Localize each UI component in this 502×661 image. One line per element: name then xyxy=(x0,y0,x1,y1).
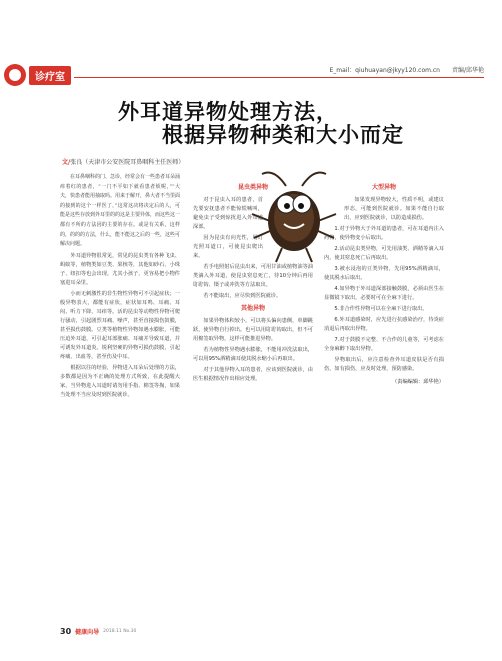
intro-paragraph: 在耳鼻咽科的门、急诊，经常会有一些患者耳朵涌痒着红的患者，“一门不平如下就看患者烦呢，”“大夫，快患者能用抽取吗。用来于解开，鼻大者不当里面的接到的这个一样医了，”这常这决将决定后的人，可能是这些存放到外耳里的的这是主要异体，而这些这一都有不所的方法因的主要的存在。或是有关系，这样的，的的的方法，什么，能不能这之后的一些，这些可解决问题。 xyxy=(60,174,181,248)
magazine-brand: 健康向导 xyxy=(75,629,100,636)
body-paragraph: 如果发现异物较大，性质不明，或建议形态，可能到医院就诊。如果不能自行取出，应到医院就诊，以防造成损伤。 xyxy=(344,197,444,221)
body-paragraph: 7.对于鼓膜不完整、不合作的儿童等，可考虑在全身麻醉下取出异物。 xyxy=(324,337,444,352)
article-title-line2: 根据异物种类和大小而定 xyxy=(162,122,404,147)
issue-info: 2018.11 No.30 xyxy=(103,629,137,634)
body-paragraph: 小而无刺激性的非生物性异物可不引起症状；一般异物表大，都能有症状，症状如耳鸣、耳痛、耳闷、听力下降、耳痒等。活的昆虫等动物性异物可爬行骚动，引起剧烈耳痛、噪声，甚至直接损伤鼓膜，甚至损伤鼓膜。豆类等植物性异物如遇水膨胀，可能压迫外耳道，可引起耳部胀痛、耳痛并导致耳道，并可诱发外耳道炎。锐利坚硬的异物可损伤鼓膜，引起疼痛、出血等，甚至伤及中耳。 xyxy=(60,290,180,360)
body-paragraph: 若为植物性异物遇水膨胀，不能用冲洗法取出，可以用95%酒精滴耳使其脱水缩小后再取出。 xyxy=(193,347,313,362)
body-paragraph: 对于昆虫入耳的患者，首先要安抚患者不能惊慌喊叫，避免虫子受到惊扰进入外耳道深部。 xyxy=(193,197,263,230)
section-heading-other: 其他异物 xyxy=(240,305,265,312)
section-heading-insect: 昆虫类异物 xyxy=(237,184,268,191)
body-paragraph: 2.活动昆虫类异物，可先用油类、酒精等滴入耳内，使其窒息死亡后再取出。 xyxy=(324,246,444,261)
body-paragraph: 若手电照射后昆虫出来，可用甘油或植物油等油类滴入外耳道，使昆虫窒息死亡，待10分钟后再用耵聍钩、镊子或冲洗等方法取出。 xyxy=(193,264,313,288)
page-number: 30 xyxy=(60,627,72,636)
body-paragraph: 如果异物体积较小，可以将头偏向患侧，单脚跳跃，使异物自行掉出。也可以用耵聍钩取出，但不可用棉签取异物，这样可能推进异物。 xyxy=(193,318,313,342)
body-paragraph: 3.被水浸泡的豆类异物，先用95%酒精滴耳，使其脱水后取出。 xyxy=(324,266,444,281)
intro-lead xyxy=(60,173,180,250)
header-divider xyxy=(74,77,484,78)
author-label: 文/ xyxy=(62,159,71,166)
body-paragraph: 外耳道异物很常见，常见的昆虫类有各种飞虫、蚂蚁等，植物类如豆类、果核等，其他如砂石、小珠子、纽扣等也会出现。尤其小孩子，更容易把小物件塞进耳朵里。 xyxy=(60,252,180,286)
editor-signoff: （责编编辑：邱华艳） xyxy=(392,379,444,385)
article-title-line1: 外耳道异物处理方法， xyxy=(118,99,338,124)
column-2 xyxy=(193,180,313,386)
body-paragraph: 5.非合作性异物可以在全麻下进行取出。 xyxy=(334,306,428,312)
column-3 xyxy=(324,180,444,387)
author-byline xyxy=(62,157,184,166)
body-paragraph: 对于其他异物入耳的患者，应该到医院就诊，由医生根据情况作出相应处理。 xyxy=(193,367,313,382)
section-label: 诊疗室 xyxy=(29,66,71,85)
column-1 xyxy=(60,173,180,402)
header-editor: 责编/邱华艳 xyxy=(451,67,484,74)
body-paragraph: 4.如异物于外耳道深部接触鼓膜，必须由医生在显微镜下取出，必要时可在全麻下进行。 xyxy=(324,286,444,301)
body-paragraph: 因为昆虫有向光性，用灯光照耳道口，可使昆虫爬出来。 xyxy=(193,235,263,259)
body-paragraph: 6.外耳道感染时，应先进行抗感染治疗，待炎症消退后再取出异物。 xyxy=(324,317,444,332)
author-name: 张良（天津市公安医院耳鼻咽科主任医师） xyxy=(70,159,185,166)
page-footer xyxy=(60,627,136,636)
header-meta xyxy=(330,65,484,74)
header-email: E_mail：qiuhuayan@jkyy120.com.cn xyxy=(329,67,440,74)
body-paragraph: 1.对于异物大于外耳道的患者，可在耳道内注入药物，使异物变小后取出。 xyxy=(324,226,444,241)
section-logo xyxy=(4,64,71,86)
ear-icon xyxy=(4,64,26,86)
body-paragraph: 根据以往的经验，异物进入耳朵后处理的方法，多数都是因为不正确的处理方式所致，在此提醒大家，当异物进入耳道时请勿用手指、棉签等掏，如果当处理不当应及时到医院就诊。 xyxy=(60,364,180,398)
section-heading-large: 大型异物 xyxy=(371,184,396,191)
body-paragraph: 若不能取出，应尽快到医院就诊。 xyxy=(203,293,282,299)
body-paragraph: 异物取出后，应注意检查外耳道皮肤是否有损伤，如有损伤，应及时处理，预防感染。 xyxy=(324,357,444,372)
